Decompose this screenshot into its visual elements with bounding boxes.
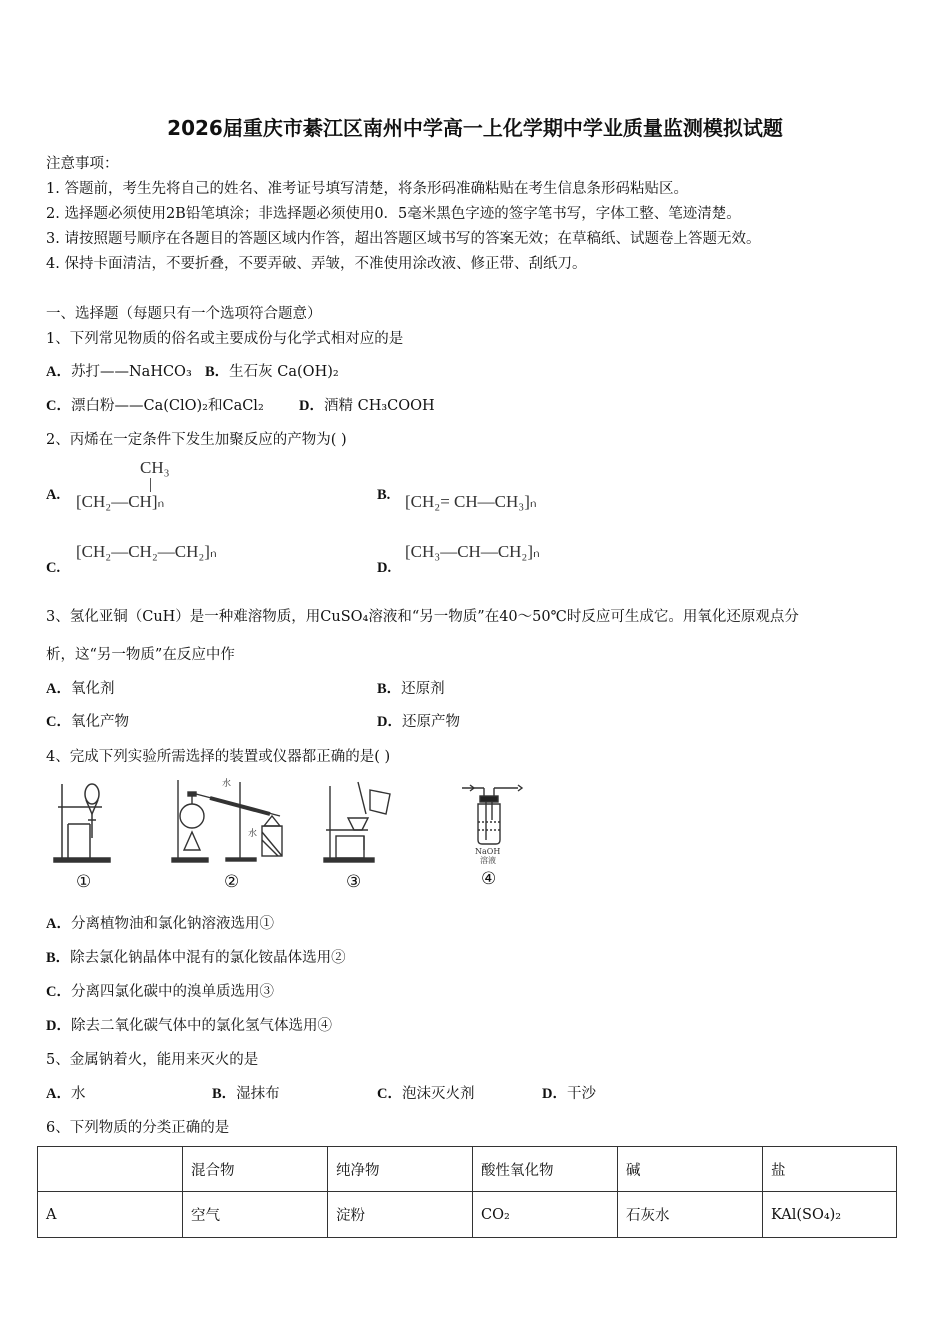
question-3-stem-line-1: 3、氢化亚铜（CuH）是一种难溶物质，用CuSO₄溶液和“另一物质”在40～50℃时反应可生成它。用氧化还原观点分: [46, 609, 799, 625]
option-letter: C．: [46, 398, 71, 414]
option-text: 分离四氯化碳中的溴单质选用③: [70, 984, 274, 1000]
question-2-option-d-letter: D.: [377, 560, 392, 576]
question-5-option-c: [377, 1082, 474, 1103]
option-text: 泡沫灭火剂: [401, 1086, 475, 1102]
option-text: 生石灰 Ca(OH)₂: [229, 364, 339, 380]
option-letter: C．: [46, 984, 71, 1000]
option-letter: D．: [542, 1086, 567, 1102]
table-row: [38, 1192, 897, 1238]
option-letter: A．: [46, 1086, 71, 1102]
question-5-option-b: [212, 1082, 280, 1103]
table-header-cell: 混合物: [183, 1147, 328, 1192]
naoh-label: NaOH: [475, 847, 501, 856]
question-4-option-d: [46, 1014, 332, 1035]
question-3-stem-line-2: 析，这“另一物质”在反应中作: [46, 647, 235, 663]
table-header-cell: 盐: [763, 1147, 897, 1192]
question-4-option-a: [46, 912, 274, 933]
option-letter: B．: [46, 950, 71, 966]
question-3-option-a: [46, 677, 114, 698]
option-text: 还原产物: [401, 714, 460, 730]
figure-3-label: ③: [346, 872, 362, 892]
separatory-funnel-figure: [50, 780, 130, 865]
option-text: 酒精 CH₃COOH: [323, 398, 435, 414]
question-4-option-c: [46, 980, 274, 1001]
question-2-option-c-formula: [CH₂—CH₂—CH₂]ₙ: [76, 542, 217, 561]
option-text: 除去氯化钠晶体中混有的氯化铵晶体选用②: [70, 950, 346, 966]
table-header-cell: 纯净物: [328, 1147, 473, 1192]
distillation-figure: [170, 776, 290, 866]
option-text: 湿抹布: [236, 1086, 280, 1102]
notice-item-1: 1. 答题前，考生先将自己的姓名、准考证号填写清楚，将条形码准确粘贴在考生信息条形码粘贴区。: [46, 181, 688, 197]
notice-item-3: 3. 请按照题号顺序在各题目的答题区域内作答，超出答题区域书写的答案无效；在草稿纸、试题卷上答题无效。: [46, 231, 761, 247]
question-1-stem: 1、下列常见物质的俗名或主要成份与化学式相对应的是: [46, 331, 404, 347]
option-letter: C．: [377, 1086, 402, 1102]
question-4-stem: 4、完成下列实验所需选择的装置或仪器都正确的是( ): [46, 749, 391, 765]
option-text: 水: [70, 1086, 86, 1102]
table-header-cell: [38, 1147, 183, 1192]
table-header-row: [38, 1147, 897, 1192]
notice-item-4: 4. 保持卡面清洁，不要折叠，不要弄破、弄皱，不准使用涂改液、修正带、刮纸刀。: [46, 256, 587, 272]
option-text: 除去二氧化碳气体中的氯化氢气体选用④: [70, 1018, 332, 1034]
question-2-option-b-formula: [CH₂= CH—CH₃]ₙ: [405, 492, 537, 511]
option-text: 分离植物油和氯化钠溶液选用①: [70, 916, 274, 932]
question-3-option-c: [46, 710, 129, 731]
option-text: 苏打——NaHCO₃: [70, 364, 192, 380]
option-text: 干沙: [566, 1086, 596, 1102]
notice-heading: 注意事项：: [46, 156, 119, 172]
option-text: 氧化产物: [70, 714, 129, 730]
option-letter: A．: [46, 916, 71, 932]
water-in-label: 水: [222, 779, 232, 789]
question-2-option-a-letter: A.: [46, 487, 61, 503]
table-cell: A: [38, 1192, 183, 1238]
question-5-stem: 5、金属钠着火，能用来灭火的是: [46, 1052, 259, 1068]
notice-item-2: 2. 选择题必须使用2B铅笔填涂；非选择题必须使用0．5毫米黑色字迹的签字笔书写，字体工整、笔迹清楚。: [46, 206, 741, 222]
option-letter: B．: [377, 681, 402, 697]
question-1-option-b: [205, 360, 339, 381]
question-2-option-b-letter: B.: [377, 487, 391, 503]
figure-2-label: ②: [224, 872, 240, 892]
question-4-option-b: [46, 946, 346, 967]
question-2-option-d-formula: [CH₃—CH—CH₂]ₙ: [405, 542, 540, 561]
question-2-stem: 2、丙烯在一定条件下发生加聚反应的产物为( ): [46, 432, 347, 448]
question-2-option-a-formula: [CH₂—CH]ₙ: [76, 492, 165, 511]
question-5-option-d: [542, 1082, 596, 1103]
option-text: 漂白粉——Ca(ClO)₂和CaCl₂: [70, 398, 264, 414]
bond-line: [150, 478, 151, 492]
question-1-option-a: [46, 360, 192, 381]
option-letter: D．: [299, 398, 324, 414]
question-3-option-d: [377, 710, 460, 731]
table-cell: 石灰水: [618, 1192, 763, 1238]
figure-1-label: ①: [76, 872, 92, 892]
option-letter: A．: [46, 364, 71, 380]
option-text: 氧化剂: [70, 681, 115, 697]
table-cell: 淀粉: [328, 1192, 473, 1238]
filtration-figure: [322, 780, 402, 865]
question-6-stem: 6、下列物质的分类正确的是: [46, 1120, 230, 1136]
table-header-cell: 碱: [618, 1147, 763, 1192]
figure-4-label: ④: [481, 869, 497, 889]
option-letter: A．: [46, 681, 71, 697]
section-heading: 一、选择题（每题只有一个选项符合题意）: [46, 306, 322, 322]
classification-table: [37, 1146, 897, 1238]
option-letter: B．: [212, 1086, 237, 1102]
question-2-option-a-branch: CH₃: [140, 458, 170, 477]
question-1-option-c: [46, 394, 264, 415]
table-cell: CO₂: [473, 1192, 618, 1238]
solution-label: 溶液: [480, 856, 496, 865]
option-text: 还原剂: [401, 681, 445, 697]
gas-washing-bottle-figure: [460, 780, 535, 865]
option-letter: D．: [46, 1018, 71, 1034]
page-title: 2026届重庆市綦江区南州中学高一上化学期中学业质量监测模拟试题: [167, 116, 783, 140]
option-letter: C．: [46, 714, 71, 730]
question-3-option-b: [377, 677, 445, 698]
option-letter: D．: [377, 714, 402, 730]
table-header-cell: 酸性氧化物: [473, 1147, 618, 1192]
table-cell: KAl(SO₄)₂: [763, 1192, 897, 1238]
question-1-option-d: [299, 394, 435, 415]
water-out-label: 水: [248, 829, 258, 839]
question-5-option-a: [46, 1082, 85, 1103]
option-letter: B．: [205, 364, 230, 380]
question-2-option-c-letter: C.: [46, 560, 61, 576]
table-cell: 空气: [183, 1192, 328, 1238]
